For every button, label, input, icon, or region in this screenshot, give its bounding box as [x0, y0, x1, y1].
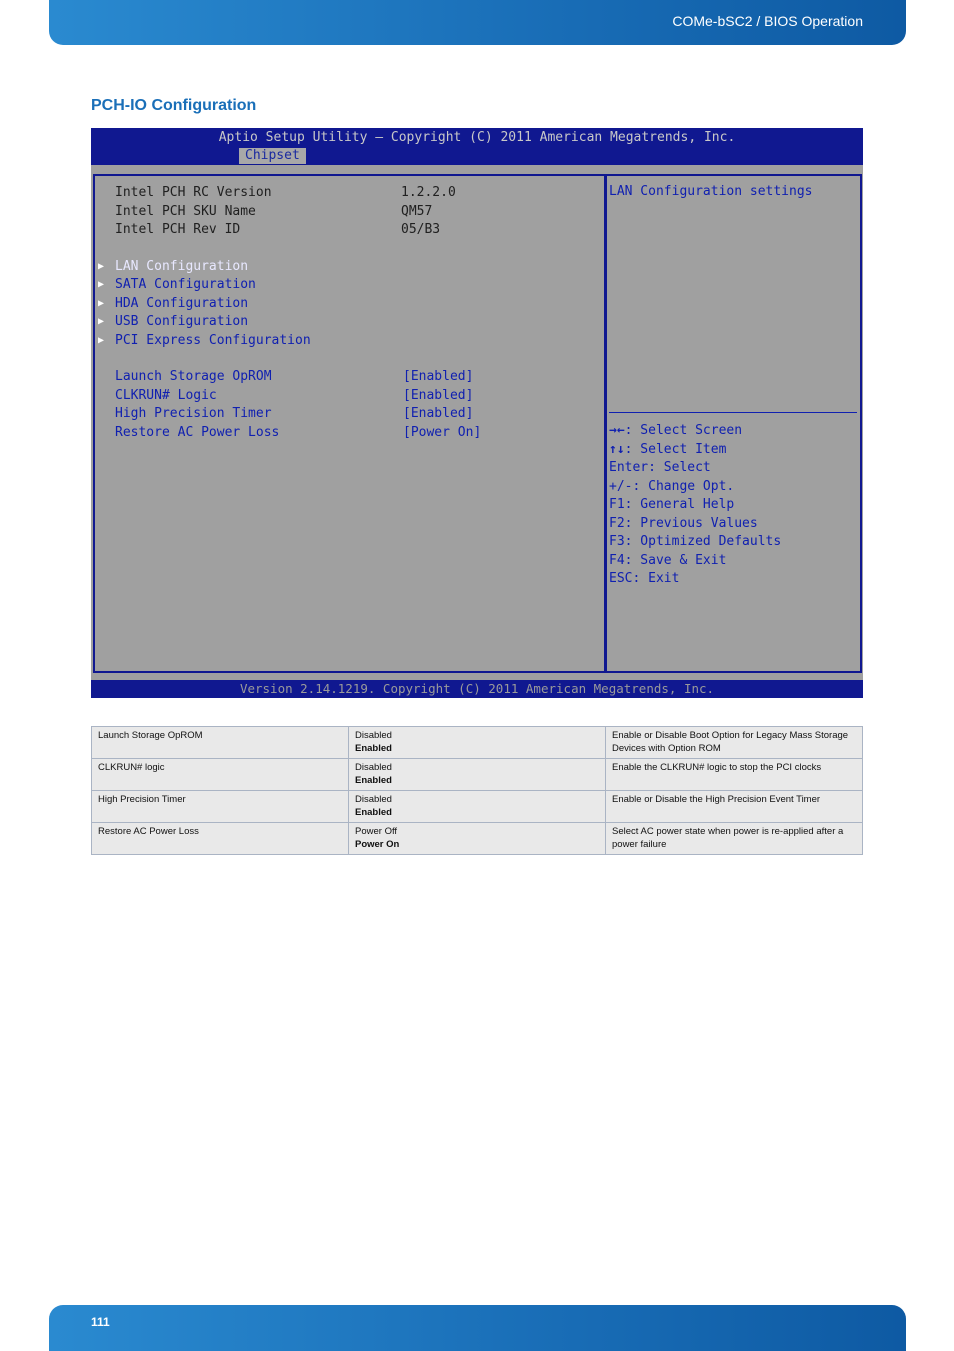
submenu-hda-configuration[interactable]: HDA Configuration: [115, 296, 249, 311]
key-change-opt: +/-: Change Opt.: [609, 478, 735, 494]
submenu-pci-express-configuration[interactable]: PCI Express Configuration: [115, 333, 311, 348]
key-select-screen: →←: Select Screen: [609, 423, 743, 438]
info-label: Intel PCH SKU Name: [115, 204, 256, 219]
key-f4: F4: Save & Exit: [609, 552, 727, 568]
left-right-arrows-icon: →←: [609, 423, 625, 438]
submenu-lan-configuration[interactable]: LAN Configuration: [115, 259, 249, 274]
setting-value[interactable]: [Power On]: [403, 425, 482, 440]
info-value: QM57: [401, 204, 433, 219]
setting-restore-ac-power-loss[interactable]: Restore AC Power Loss: [115, 425, 280, 440]
description-cell: Enable or Disable Boot Option for Legacy Mass Storage Devices with Option ROM: [606, 727, 863, 759]
key-f3: F3: Optimized Defaults: [609, 534, 782, 549]
bios-help-panel: [604, 174, 862, 673]
page-number: 111: [91, 1315, 110, 1329]
bios-title: Aptio Setup Utility – Copyright (C) 2011 American Megatrends, Inc.: [218, 130, 736, 145]
description-cell: Select AC power state when power is re-applied after a power failure: [606, 823, 863, 855]
options-cell: Disabled Enabled: [349, 791, 606, 823]
settings-description-table: [91, 726, 863, 855]
submenu-arrow-icon: ▶: [98, 335, 105, 346]
help-divider: [609, 412, 857, 413]
bios-settings-panel: [93, 174, 607, 673]
footer-banner: [49, 1305, 906, 1351]
submenu-arrow-icon: ▶: [98, 261, 105, 272]
table-row: [92, 791, 863, 823]
submenu-arrow-icon: ▶: [98, 316, 105, 327]
setting-value[interactable]: [Enabled]: [403, 406, 474, 421]
tab-chipset[interactable]: Chipset: [239, 148, 306, 164]
key-select-item: ↑↓: Select Item: [609, 441, 727, 457]
description-cell: Enable the CLKRUN# logic to stop the PCI clocks: [606, 759, 863, 791]
table-row: [92, 727, 863, 759]
up-down-arrows-icon: ↑↓: [609, 441, 625, 457]
help-text: LAN Configuration settings: [609, 184, 813, 199]
submenu-arrow-icon: ▶: [98, 279, 105, 290]
key-f1: F1: General Help: [609, 497, 735, 512]
key-f2: F2: Previous Values: [609, 515, 758, 531]
info-label: Intel PCH RC Version: [115, 185, 272, 200]
submenu-usb-configuration[interactable]: USB Configuration: [115, 314, 249, 329]
bios-screenshot: [91, 128, 863, 698]
feature-cell: Launch Storage OpROM: [92, 727, 349, 759]
feature-cell: Restore AC Power Loss: [92, 823, 349, 855]
info-label: Intel PCH Rev ID: [115, 222, 241, 237]
info-value: 05/B3: [401, 222, 441, 237]
header-banner: [49, 0, 906, 45]
feature-cell: High Precision Timer: [92, 791, 349, 823]
setting-high-precision-timer[interactable]: High Precision Timer: [115, 406, 272, 421]
section-title: PCH-IO Configuration: [91, 97, 257, 114]
key-legend: [609, 422, 781, 589]
key-esc: ESC: Exit: [609, 571, 680, 586]
table-row: [92, 759, 863, 791]
bios-footer: Version 2.14.1219. Copyright (C) 2011 American Megatrends, Inc.: [91, 680, 863, 698]
header-title: COMe-bSC2 / BIOS Operation: [672, 13, 863, 29]
setting-launch-storage-oprom[interactable]: Launch Storage OpROM: [115, 369, 272, 384]
table-row: [92, 823, 863, 855]
submenu-arrow-icon: ▶: [98, 298, 105, 309]
feature-cell: CLKRUN# logic: [92, 759, 349, 791]
key-enter: Enter: Select: [609, 460, 711, 475]
setting-value[interactable]: [Enabled]: [403, 388, 474, 403]
options-cell: Power Off Power On: [349, 823, 606, 855]
options-cell: Disabled Enabled: [349, 727, 606, 759]
info-value: 1.2.2.0: [401, 185, 456, 200]
bios-header: [91, 128, 863, 165]
setting-clkrun-logic[interactable]: CLKRUN# Logic: [115, 388, 217, 403]
options-cell: Disabled Enabled: [349, 759, 606, 791]
submenu-sata-configuration[interactable]: SATA Configuration: [115, 277, 256, 292]
description-cell: Enable or Disable the High Precision Event Timer: [606, 791, 863, 823]
setting-value[interactable]: [Enabled]: [403, 369, 474, 384]
